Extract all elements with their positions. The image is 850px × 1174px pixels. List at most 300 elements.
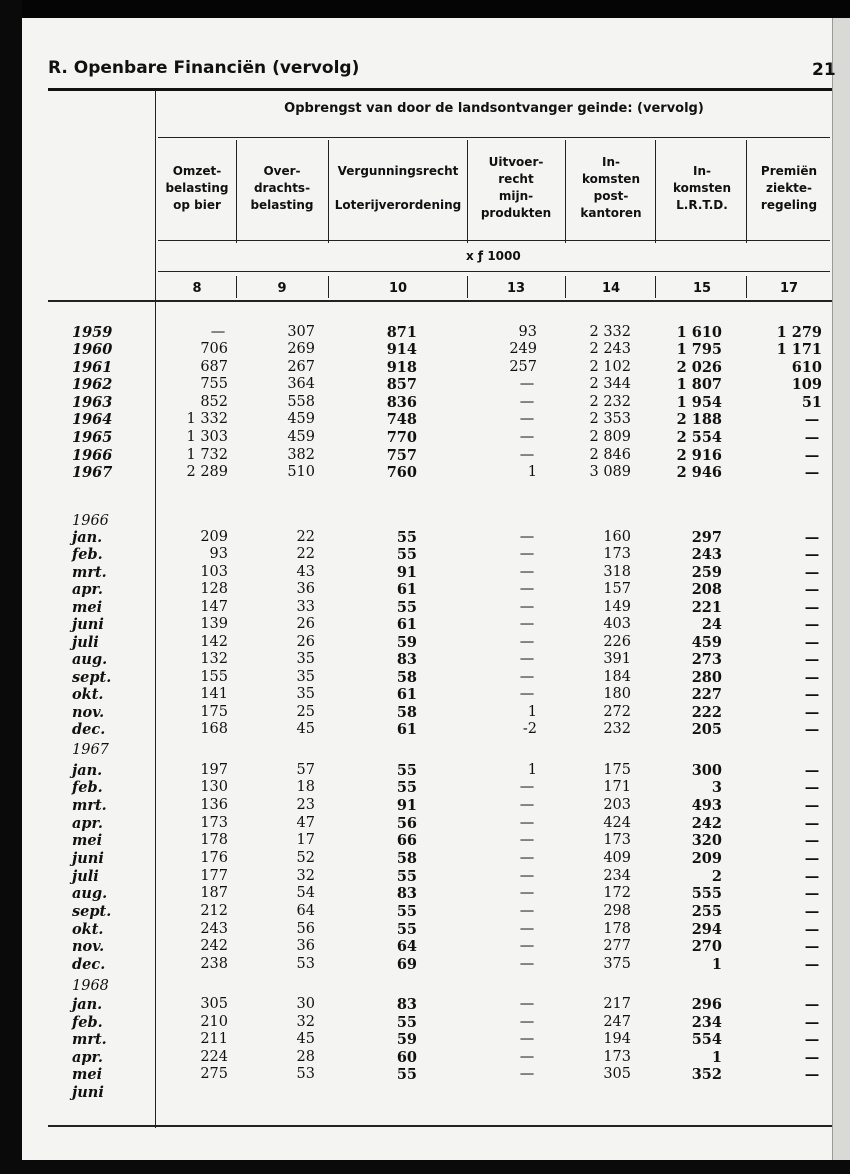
- table-cell: —: [804, 956, 820, 973]
- table-cell: 56: [296, 921, 315, 937]
- row-label: juni: [72, 616, 104, 633]
- table-cell: 83: [396, 885, 417, 902]
- table-cell: 32: [296, 1014, 315, 1030]
- table-row: [0, 885, 850, 902]
- row-label: 1966: [72, 447, 113, 464]
- table-cell: 58: [396, 669, 417, 686]
- column-divider: [746, 140, 747, 243]
- column-header-line: produkten: [480, 206, 552, 220]
- table-cell: —: [210, 324, 226, 340]
- table-cell: 59: [396, 1031, 417, 1048]
- table-cell: 1 610: [676, 324, 722, 341]
- row-label: feb.: [72, 546, 103, 563]
- row-label: sept.: [72, 669, 112, 686]
- table-row: [0, 903, 850, 920]
- table-cell: —: [804, 815, 820, 832]
- table-cell: 55: [396, 546, 417, 563]
- table-cell: 257: [509, 359, 537, 375]
- table-cell: —: [519, 797, 535, 813]
- table-cell: —: [519, 1031, 535, 1047]
- row-label: okt.: [72, 686, 104, 703]
- year-heading-row: [0, 513, 850, 530]
- table-cell: 757: [386, 447, 417, 464]
- table-cell: 54: [296, 885, 315, 901]
- table-cell: 558: [287, 394, 315, 410]
- table-cell: 275: [200, 1066, 228, 1082]
- table-cell: 55: [396, 903, 417, 920]
- table-cell: 226: [603, 634, 631, 650]
- table-cell: —: [804, 996, 820, 1013]
- table-cell: 52: [296, 850, 315, 866]
- table-cell: —: [519, 996, 535, 1012]
- table-row: [0, 341, 850, 358]
- table-cell: 1 954: [676, 394, 722, 411]
- table-cell: 22: [296, 529, 315, 545]
- column-header-13: [468, 140, 564, 236]
- table-row: [0, 581, 850, 598]
- table-cell: 224: [200, 1049, 228, 1065]
- table-cell: 176: [200, 850, 228, 866]
- table-cell: —: [804, 832, 820, 849]
- table-cell: 203: [603, 797, 631, 813]
- table-cell: 55: [396, 921, 417, 938]
- table-cell: 55: [396, 779, 417, 796]
- row-label: dec.: [72, 721, 106, 738]
- table-cell: —: [804, 529, 820, 546]
- table-cell: 217: [603, 996, 631, 1012]
- column-number-divider: [467, 276, 468, 298]
- table-cell: 238: [200, 956, 228, 972]
- column-header-line: regeling: [760, 197, 818, 212]
- table-cell: 149: [603, 599, 631, 615]
- year-heading-row: [0, 978, 850, 995]
- numbers-rule: [48, 300, 832, 302]
- column-header-line: In-: [693, 163, 711, 178]
- table-cell: 43: [296, 564, 315, 580]
- table-row: [0, 686, 850, 703]
- column-divider: [655, 140, 656, 243]
- table-cell: 139: [200, 616, 228, 632]
- column-header-15: [658, 140, 746, 236]
- table-row: [0, 1014, 850, 1031]
- table-cell: —: [804, 581, 820, 598]
- table-cell: —: [804, 546, 820, 563]
- table-cell: 249: [509, 341, 537, 357]
- table-cell: 2 916: [676, 447, 722, 464]
- table-cell: 132: [200, 651, 228, 667]
- table-cell: 83: [396, 651, 417, 668]
- table-row: [0, 721, 850, 738]
- table-row: [0, 956, 850, 973]
- row-label: jan.: [72, 529, 103, 546]
- table-row: [0, 616, 850, 633]
- table-cell: 242: [200, 938, 228, 954]
- row-label: nov.: [72, 704, 105, 721]
- table-cell: —: [519, 447, 535, 463]
- table-cell: 51: [801, 394, 822, 411]
- table-cell: —: [519, 529, 535, 545]
- column-number-divider: [565, 276, 566, 298]
- column-header-line: L.R.T.D.: [676, 197, 728, 212]
- table-row: [0, 868, 850, 885]
- table-cell: 211: [200, 1031, 228, 1047]
- table-cell: 2 332: [589, 324, 631, 340]
- table-row: [0, 1084, 850, 1101]
- column-number-divider: [746, 276, 747, 298]
- table-cell: —: [519, 651, 535, 667]
- table-cell: —: [804, 1014, 820, 1031]
- table-cell: 47: [296, 815, 315, 831]
- table-cell: 320: [691, 832, 722, 849]
- table-cell: —: [519, 885, 535, 901]
- table-row: [0, 669, 850, 686]
- table-cell: —: [804, 903, 820, 920]
- table-cell: 184: [603, 669, 631, 685]
- row-label: 1968: [72, 978, 109, 994]
- table-cell: -2: [522, 721, 537, 737]
- table-cell: —: [519, 394, 535, 410]
- table-cell: 187: [200, 885, 228, 901]
- table-cell: 178: [603, 921, 631, 937]
- table-cell: 2 102: [589, 359, 631, 375]
- table-cell: 91: [396, 797, 417, 814]
- row-label: aug.: [72, 885, 108, 902]
- table-row: [0, 779, 850, 796]
- table-cell: 610: [791, 359, 822, 376]
- table-cell: —: [804, 1031, 820, 1048]
- table-cell: 197: [200, 762, 228, 778]
- table-cell: 210: [200, 1014, 228, 1030]
- table-cell: —: [804, 1049, 820, 1066]
- table-banner: Opbrengst van door de landsontvanger geinde: (vervolg): [284, 101, 704, 116]
- unit-label: x ƒ 1000: [466, 249, 521, 263]
- table-row: [0, 1031, 850, 1048]
- table-cell: 1 171: [776, 341, 822, 358]
- table-cell: 1: [527, 464, 537, 480]
- table-cell: —: [519, 1066, 535, 1082]
- table-row: [0, 1049, 850, 1066]
- table-cell: —: [519, 779, 535, 795]
- table-row: [0, 324, 850, 341]
- table-cell: 305: [200, 996, 228, 1012]
- column-header-line: ziekte-: [765, 180, 813, 195]
- table-cell: 247: [603, 1014, 631, 1030]
- table-cell: 18: [296, 779, 315, 795]
- table-cell: —: [519, 376, 535, 392]
- page-title: R. Openbare Financiën (vervolg): [48, 58, 360, 78]
- table-row: [0, 634, 850, 651]
- table-row: [0, 797, 850, 814]
- table-cell: —: [519, 921, 535, 937]
- column-header-line: [330, 180, 466, 197]
- row-label: feb.: [72, 1014, 103, 1031]
- column-number: 9: [277, 281, 287, 296]
- table-cell: 382: [287, 447, 315, 463]
- column-divider: [236, 140, 237, 243]
- table-cell: 55: [396, 762, 417, 779]
- column-divider: [565, 140, 566, 243]
- table-cell: —: [804, 779, 820, 796]
- row-label: mei: [72, 599, 103, 616]
- table-cell: 2 232: [589, 394, 631, 410]
- table-cell: 459: [287, 429, 315, 445]
- column-divider: [467, 140, 468, 243]
- row-label: mei: [72, 832, 103, 849]
- table-cell: 1: [527, 704, 537, 720]
- table-row: [0, 921, 850, 938]
- column-number-divider: [328, 276, 329, 298]
- table-cell: 173: [603, 832, 631, 848]
- table-cell: 155: [200, 669, 228, 685]
- table-cell: 242: [691, 815, 722, 832]
- table-cell: 2 353: [589, 411, 631, 427]
- row-label: nov.: [72, 938, 105, 955]
- row-label: okt.: [72, 921, 104, 938]
- table-cell: 2 289: [186, 464, 228, 480]
- column-number: 17: [779, 281, 799, 296]
- column-header-line: kantoren: [580, 206, 642, 220]
- table-cell: 307: [287, 324, 315, 340]
- table-row: [0, 832, 850, 849]
- banner-rule: [158, 137, 830, 138]
- table-cell: 1 807: [676, 376, 722, 393]
- row-label: juli: [72, 634, 99, 651]
- row-label: 1960: [72, 341, 113, 358]
- table-cell: —: [519, 599, 535, 615]
- table-cell: 2: [711, 868, 722, 885]
- table-cell: —: [804, 885, 820, 902]
- row-label: 1962: [72, 376, 113, 393]
- table-cell: 36: [296, 581, 315, 597]
- row-label: apr.: [72, 1049, 103, 1066]
- header-rule: [48, 88, 832, 91]
- table-cell: —: [804, 634, 820, 651]
- table-cell: 1 732: [186, 447, 228, 463]
- table-cell: 55: [396, 529, 417, 546]
- table-cell: 53: [296, 956, 315, 972]
- table-cell: —: [804, 686, 820, 703]
- table-row: [0, 762, 850, 779]
- row-label: apr.: [72, 815, 103, 832]
- table-cell: 270: [691, 938, 722, 955]
- table-cell: —: [519, 581, 535, 597]
- table-cell: 26: [296, 634, 315, 650]
- table-cell: 64: [296, 903, 315, 919]
- table-cell: 857: [386, 376, 417, 393]
- table-cell: 66: [396, 832, 417, 849]
- column-header-line: belasting: [165, 180, 229, 195]
- table-cell: 1 332: [186, 411, 228, 427]
- table-cell: 194: [603, 1031, 631, 1047]
- table-cell: 318: [603, 564, 631, 580]
- table-cell: 61: [396, 721, 417, 738]
- table-cell: 56: [396, 815, 417, 832]
- table-cell: —: [804, 599, 820, 616]
- table-row: [0, 599, 850, 616]
- table-cell: 298: [603, 903, 631, 919]
- table-cell: 61: [396, 686, 417, 703]
- table-cell: —: [519, 564, 535, 580]
- column-number: 10: [388, 281, 408, 296]
- table-cell: 17: [296, 832, 315, 848]
- table-cell: —: [519, 903, 535, 919]
- table-row: [0, 411, 850, 428]
- table-cell: 33: [296, 599, 315, 615]
- table-cell: 871: [386, 324, 417, 341]
- table-cell: 232: [603, 721, 631, 737]
- table-cell: 136: [200, 797, 228, 813]
- table-cell: —: [804, 564, 820, 581]
- table-cell: 30: [296, 996, 315, 1012]
- table-cell: 175: [603, 762, 631, 778]
- table-cell: 748: [386, 411, 417, 428]
- table-row: [0, 1066, 850, 1083]
- table-cell: 58: [396, 704, 417, 721]
- table-cell: 55: [396, 1066, 417, 1083]
- table-cell: 55: [396, 868, 417, 885]
- table-cell: 160: [603, 529, 631, 545]
- table-cell: 3 089: [589, 464, 631, 480]
- table-cell: 1: [711, 956, 722, 973]
- table-cell: 35: [296, 651, 315, 667]
- table-cell: 234: [691, 1014, 722, 1031]
- table-cell: 2 946: [676, 464, 722, 481]
- table-cell: 2 243: [589, 341, 631, 357]
- column-header-line: Over-: [263, 163, 301, 178]
- table-cell: 255: [691, 903, 722, 920]
- table-cell: 177: [200, 868, 228, 884]
- scan-top-border: [0, 0, 850, 18]
- table-row: [0, 564, 850, 581]
- table-cell: 61: [396, 616, 417, 633]
- table-cell: —: [804, 704, 820, 721]
- table-cell: 53: [296, 1066, 315, 1082]
- table-cell: 277: [603, 938, 631, 954]
- column-header-line: komsten: [673, 180, 731, 195]
- row-label: 1963: [72, 394, 113, 411]
- table-cell: 836: [386, 394, 417, 411]
- table-cell: 493: [691, 797, 722, 814]
- table-row: [0, 651, 850, 668]
- table-cell: 205: [691, 721, 722, 738]
- table-cell: 391: [603, 651, 631, 667]
- table-cell: 300: [691, 762, 722, 779]
- row-label: 1964: [72, 411, 113, 428]
- column-header-line: Premiën: [760, 163, 818, 178]
- column-header-line: mijn-: [498, 189, 534, 203]
- row-label: sept.: [72, 903, 112, 920]
- table-row: [0, 447, 850, 464]
- table-cell: 269: [287, 341, 315, 357]
- column-header-17: [748, 140, 830, 236]
- column-header-10: [330, 140, 466, 236]
- table-cell: 93: [209, 546, 228, 562]
- table-cell: 212: [200, 903, 228, 919]
- table-cell: 222: [691, 704, 722, 721]
- table-cell: 91: [396, 564, 417, 581]
- row-label: 1966: [72, 513, 109, 529]
- table-cell: 35: [296, 686, 315, 702]
- table-cell: 26: [296, 616, 315, 632]
- column-number-divider: [655, 276, 656, 298]
- table-cell: —: [519, 1049, 535, 1065]
- row-label: 1961: [72, 359, 113, 376]
- row-label: feb.: [72, 779, 103, 796]
- table-row: [0, 464, 850, 481]
- table-cell: 296: [691, 996, 722, 1013]
- table-cell: 209: [691, 850, 722, 867]
- table-cell: —: [804, 938, 820, 955]
- table-cell: 1 303: [186, 429, 228, 445]
- table-cell: —: [804, 616, 820, 633]
- column-number: 13: [506, 281, 526, 296]
- table-cell: 22: [296, 546, 315, 562]
- table-cell: 172: [603, 885, 631, 901]
- scan-bottom-border: [0, 1160, 850, 1174]
- column-header-line: Vergunningsrecht: [337, 163, 459, 178]
- table-cell: 305: [603, 1066, 631, 1082]
- table-cell: —: [519, 815, 535, 831]
- table-cell: 141: [200, 686, 228, 702]
- table-cell: 64: [396, 938, 417, 955]
- table-cell: —: [804, 669, 820, 686]
- table-cell: 2 344: [589, 376, 631, 392]
- table-cell: 424: [603, 815, 631, 831]
- table-cell: 61: [396, 581, 417, 598]
- table-cell: 45: [296, 1031, 315, 1047]
- table-cell: 55: [396, 599, 417, 616]
- table-cell: 770: [386, 429, 417, 446]
- row-label: mrt.: [72, 564, 107, 581]
- table-cell: 109: [791, 376, 822, 393]
- row-label: juli: [72, 868, 99, 885]
- table-cell: 57: [296, 762, 315, 778]
- column-header-line: Loterijverordening: [334, 197, 462, 212]
- table-cell: —: [519, 868, 535, 884]
- column-header-line: In-: [602, 155, 620, 169]
- table-cell: 297: [691, 529, 722, 546]
- column-header-line: komsten: [582, 172, 640, 186]
- colhead-rule: [158, 240, 830, 241]
- table-cell: 352: [691, 1066, 722, 1083]
- table-cell: 157: [603, 581, 631, 597]
- table-row: [0, 704, 850, 721]
- column-number: 14: [601, 281, 621, 296]
- table-cell: 2 188: [676, 411, 722, 428]
- row-label: 1967: [72, 464, 113, 481]
- table-cell: —: [804, 411, 820, 428]
- table-cell: 267: [287, 359, 315, 375]
- unit-rule: [158, 271, 830, 272]
- row-label: 1959: [72, 324, 113, 341]
- table-cell: 259: [691, 564, 722, 581]
- table-cell: 1 795: [676, 341, 722, 358]
- table-cell: —: [804, 762, 820, 779]
- column-header-line: Omzet-: [172, 163, 222, 178]
- table-cell: 375: [603, 956, 631, 972]
- table-cell: 209: [200, 529, 228, 545]
- table-cell: 227: [691, 686, 722, 703]
- table-cell: 168: [200, 721, 228, 737]
- row-label: aug.: [72, 651, 108, 668]
- table-cell: —: [519, 938, 535, 954]
- table-cell: 147: [200, 599, 228, 615]
- table-cell: 130: [200, 779, 228, 795]
- table-cell: 918: [386, 359, 417, 376]
- column-number: 8: [192, 281, 202, 296]
- table-cell: 45: [296, 721, 315, 737]
- table-cell: 234: [603, 868, 631, 884]
